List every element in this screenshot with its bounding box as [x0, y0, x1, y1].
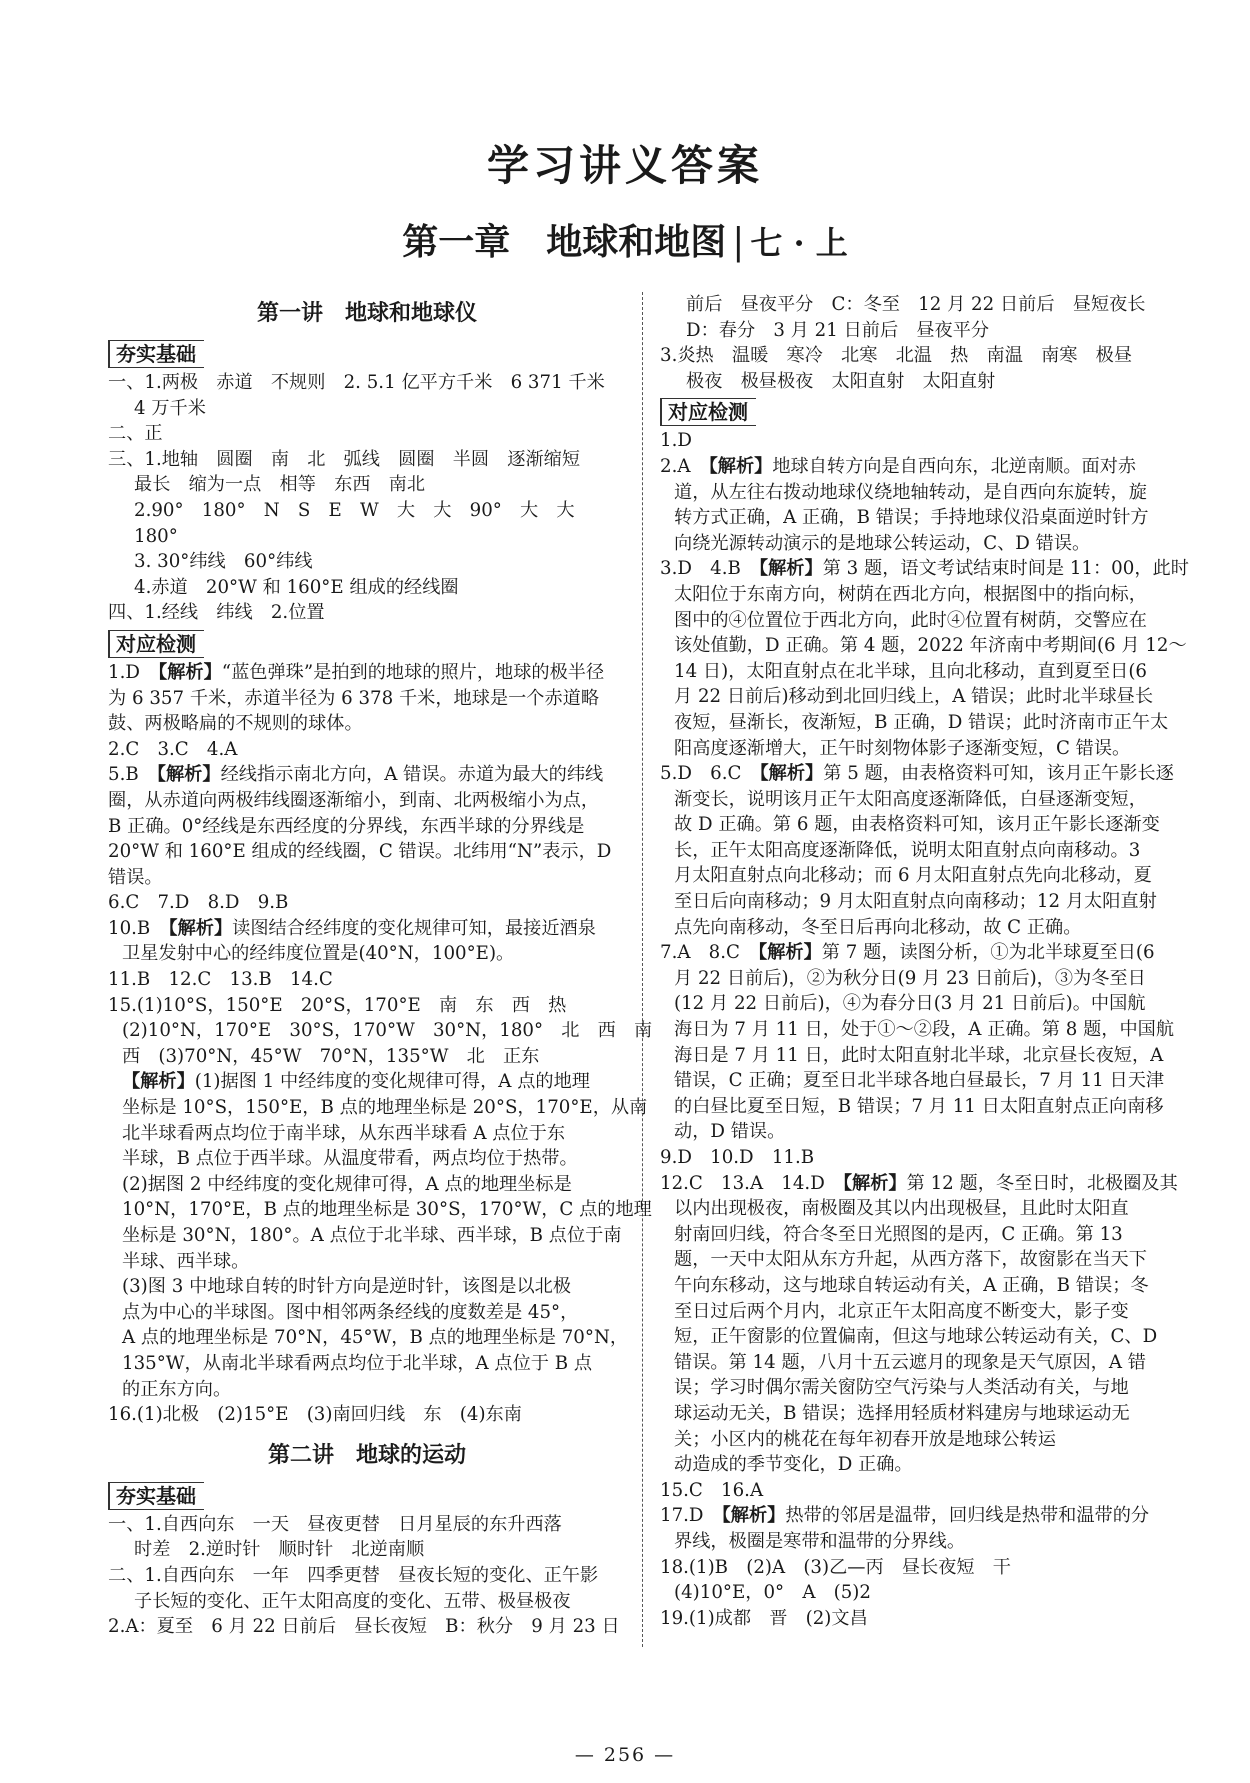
lecture1-heading: 第一讲 地球和地球仪 [256, 300, 477, 326]
answer-line: 点为中心的半球图。图中相邻两条经线的度数差是 45°， [122, 1301, 579, 1323]
answer-line: 4.赤道 20°W 和 160°E 组成的经线圈 [134, 576, 459, 598]
answer-line: 题，一天中太阳从东方升起，从西方落下，故窗影在当天下 [674, 1249, 1147, 1271]
answer-line: 2.A：夏至 6 月 22 日前后 昼长夜短 B：秋分 9 月 23 日 [108, 1616, 620, 1638]
answer-line: 16.(1)北极 (2)15°E (3)南回归线 东 (4)东南 [108, 1404, 522, 1426]
answer-line: 1.D 【解析】“蓝色弹珠”是拍到的地球的照片，地球的极半径 [108, 661, 605, 683]
answer-line: 西 (3)70°N，45°W 70°N，135°W 北 正东 [122, 1045, 540, 1067]
answer-line: 7.A 8.C 【解析】第 7 题，读图分析，①为北半球夏至日(6 [660, 942, 1155, 964]
analysis-marker: 【解析】 [759, 558, 823, 580]
answer-line: 半球，B 点位于西半球。从温度带看，两点均位于热带。 [122, 1148, 578, 1170]
answer-line: 9.D 10.D 11.B [660, 1147, 815, 1168]
answer-line: 3. 30°纬线 60°纬线 [134, 551, 313, 573]
answer-line: 19.(1)成都 晋 (2)文昌 [660, 1607, 868, 1629]
chapter-grade: 七 · 上 [750, 224, 848, 262]
answer-line: D：春分 3 月 21 日前后 昼夜平分 [686, 319, 990, 341]
answer-line: 12.C 13.A 14.D 【解析】第 12 题，冬至日时，北极圈及其 [660, 1172, 1178, 1194]
answer-line: 圈，从赤道向两极纬线圈逐渐缩小，到南、北两极缩小为点， [108, 789, 600, 811]
page-title: 学习讲义答案 [486, 141, 763, 190]
answer-line: 动，D 错误。 [674, 1121, 786, 1143]
answer-line: 前后 昼夜平分 C：冬至 12 月 22 日前后 昼短夜长 [686, 294, 1146, 315]
answer-line: 转方式正确，A 正确，B 错误；手持地球仪沿桌面逆时针方 [674, 507, 1149, 529]
answer-line: (2)10°N，170°E 30°S，170°W 30°N，180° 北 西 南 [122, 1020, 653, 1042]
answer-line: 月 22 日前后)移动到北回归线上，A 错误；此时北半球昼长 [674, 686, 1154, 708]
answer-line: 3.炎热 温暖 寒冷 北寒 北温 热 南温 南寒 极昼 [660, 345, 1133, 367]
column-divider [642, 292, 643, 1647]
answer-line: (4)10°E，0° A (5)2 [674, 1582, 871, 1604]
section-label-check: 对应检测 [660, 398, 756, 426]
answer-line: 至日后向南移动；9 月太阳直射点向南移动；12 月太阳直射 [674, 891, 1157, 913]
chapter-separator: | [732, 222, 745, 263]
answer-line: 鼓、两极略扁的不规则的球体。 [108, 713, 363, 735]
answer-line: 三、1.地轴 圆圈 南 北 弧线 圆圈 半圆 逐渐缩短 [108, 448, 581, 470]
lecture2-basics [108, 1512, 626, 1640]
answer-line: 以内出现极夜，南极圈及其以内出现极昼，且此时太阳直 [674, 1198, 1129, 1220]
right-column [660, 292, 1189, 1631]
answer-line: 2.A 【解析】地球自转方向是自西向东，北逆南顺。面对赤 [660, 455, 1137, 477]
answer-line: 误；学习时偶尔需关窗防空气污染与人类活动有关，与地 [674, 1377, 1129, 1399]
analysis-marker: 【解析】 [842, 1172, 907, 1194]
answer-line: 2.C 3.C 4.A [108, 738, 238, 760]
answer-line: 14 日)，太阳直射点在北半球，且向北移动，直到夏至日(6 [674, 660, 1148, 682]
lecture1-basics [108, 370, 626, 626]
answer-line: 动造成的季节变化，D 正确。 [674, 1454, 913, 1476]
answer-line: 为 6 357 千米，赤道半径为 6 378 千米，地球是一个赤道略 [108, 687, 600, 709]
answer-line: (3)图 3 中地球自转的时针方向是逆时针，该图是以北极 [122, 1276, 572, 1298]
answer-line: 海日为 7 月 11 日，处于①～②段，A 正确。第 8 题，中国航 [674, 1019, 1175, 1041]
answer-line: 的正东方向。 [122, 1378, 232, 1400]
answer-line: 10°N，170°E，B 点的地理坐标是 30°S，170°W，C 点的地理 [122, 1199, 652, 1221]
answer-line: 错误。第 14 题，八月十五云遮月的现象是天气原因，A 错 [674, 1351, 1146, 1373]
analysis-marker: 【解析】 [721, 1505, 786, 1527]
page-number: — 256 — [574, 1744, 676, 1766]
answer-line: 北半球看两点均位于南半球，从东西半球看 A 点位于东 [122, 1122, 566, 1144]
answer-line: 阳高度逐渐增大，正午时刻物体影子逐渐变短，C 错误。 [674, 737, 1131, 759]
analysis-marker: 【解析】 [708, 455, 773, 477]
answer-line: 月 22 日前后)，②为秋分日(9 月 23 日前后)，③为冬至日 [674, 967, 1146, 989]
lecture1-check [108, 660, 653, 1428]
answer-line: (2)据图 2 中经纬度的变化规律可得，A 点的地理坐标是 [122, 1173, 572, 1195]
answer-line: 故 D 正确。第 6 题，由表格资料可知，该月正午影长逐渐变 [674, 814, 1160, 836]
answer-line: 子长短的变化、正午太阳高度的变化、五带、极昼极夜 [134, 1590, 571, 1612]
analysis-marker: 【解析】 [156, 764, 221, 786]
answer-line: 2.90° 180° N S E W 大 大 90° 大 大 [134, 499, 575, 521]
lecture2-check [660, 428, 1189, 1631]
answer-line: 10.B 【解析】读图结合经纬度的变化规律可知，最接近酒泉 [108, 917, 596, 939]
answer-line: 15.(1)10°S，150°E 20°S，170°E 南 东 西 热 [108, 994, 567, 1016]
answer-line: A 点的地理坐标是 70°N，45°W，B 点的地理坐标是 70°N， [122, 1327, 629, 1349]
answer-line: 关；小区内的桃花在每年初春开放是地球公转运 [674, 1428, 1056, 1450]
answer-line: 卫星发射中心的经纬度位置是(40°N，100°E)。 [122, 943, 515, 965]
analysis-marker: 【解析】 [758, 942, 822, 964]
answer-line: 的白昼比夏至日短，B 错误；7 月 11 日太阳直射点正向南移 [674, 1095, 1164, 1117]
analysis-marker: 【解析】 [158, 661, 222, 683]
answer-line: 坐标是 30°N，180°。A 点位于北半球、西半球，B 点位于南 [122, 1225, 622, 1246]
section-label-basics: 夯实基础 [108, 340, 204, 368]
answer-line: 最长 缩为一点 相等 东西 南北 [134, 474, 426, 496]
answer-line: 3.D 4.B 【解析】第 3 题，语文考试结束时间是 11：00，此时 [660, 558, 1189, 580]
answer-line: 180° [134, 525, 178, 547]
answer-line: 5.B 【解析】经线指示南北方向，A 错误。赤道为最大的纬线 [108, 764, 604, 786]
analysis-marker: 【解析】 [759, 763, 824, 785]
answer-line: 错误。 [108, 866, 163, 888]
answer-line: 18.(1)B (2)A (3)乙—丙 昼长夜短 干 [660, 1556, 1011, 1578]
answer-line: 射南回归线，符合冬至日光照图的是丙，C 正确。第 13 [674, 1223, 1123, 1245]
section-label-basics: 夯实基础 [108, 1482, 204, 1510]
answer-line: 极夜 极昼极夜 太阳直射 太阳直射 [686, 370, 996, 392]
answer-line: 11.B 12.C 13.B 14.C [108, 969, 333, 991]
answer-line: 太阳位于东南方向，树荫在西北方向，根据图中的指向标， [674, 583, 1147, 605]
answer-line: 135°W，从南北半球看两点均位于北半球，A 点位于 B 点 [122, 1352, 593, 1374]
answer-line: 界线，极圈是寒带和温带的分界线。 [674, 1530, 966, 1552]
analysis-marker: 【解析】 [168, 917, 233, 939]
answer-line: B 正确。0°经线是东西经度的分界线，东西半球的分界线是 [108, 815, 585, 837]
answer-line: 球运动无关，B 错误；选择用轻质材料建房与地球运动无 [674, 1402, 1130, 1424]
lecture2-heading: 第二讲 地球的运动 [267, 1441, 466, 1468]
chapter-heading [0, 218, 1250, 267]
answer-line: 时差 2.逆时针 顺时针 北逆南顺 [134, 1539, 425, 1561]
answer-line: 二、正 [108, 423, 163, 445]
answer-line: 夜短，昼渐长，夜渐短，B 正确，D 错误；此时济南市正午太 [674, 711, 1169, 733]
answer-line: 短，正午窗影的位置偏南，但这与地球公转运动有关，C、D [674, 1326, 1158, 1348]
answer-line: 一、1.两极 赤道 不规则 2. 5.1 亿平方千米 6 371 千米 [108, 372, 605, 393]
answer-line: 17.D 【解析】热带的邻居是温带，回归线是热带和温带的分 [660, 1505, 1150, 1527]
answer-line: 二、1.自西向东 一年 四季更替 昼夜长短的变化、正午影 [108, 1564, 599, 1586]
answer-line: 20°W 和 160°E 组成的经线圈，C 错误。北纬用“N”表示，D [108, 841, 612, 863]
lecture2-basics-continued [660, 292, 1180, 394]
section-label-check: 对应检测 [108, 630, 204, 658]
answer-line: 该处值勤，D 正确。第 4 题，2022 年济南中考期间(6 月 12～ [674, 635, 1187, 657]
answer-line: (12 月 22 日前后)，④为春分日(3 月 21 日前后)。中国航 [674, 993, 1146, 1015]
answer-line: 6.C 7.D 8.D 9.B [108, 892, 289, 914]
answer-line: 图中的④位置位于西北方向，此时④位置有树荫，交警应在 [674, 609, 1147, 631]
answer-line: 5.D 6.C 【解析】第 5 题，由表格资料可知，该月正午影长逐 [660, 763, 1174, 785]
answer-line: 【解析】(1)据图 1 中经纬度的变化规律可得，A 点的地理 [122, 1071, 590, 1093]
answer-line: 一、1.自西向东 一天 昼夜更替 日月星辰的东升西落 [108, 1513, 562, 1535]
answer-line: 海日是 7 月 11 日，此时太阳直射北半球，北京昼长夜短，A [674, 1044, 1164, 1066]
answer-line: 4 万千米 [134, 397, 206, 419]
answer-line: 1.D [660, 430, 692, 452]
answer-line: 向绕光源转动演示的是地球公转运动，C、D 错误。 [674, 532, 1091, 554]
answer-line: 月太阳直射点向北移动；而 6 月太阳直射点先向北移动，夏 [674, 865, 1152, 887]
answer-line: 渐变长，说明该月正午太阳高度逐渐降低，白昼逐渐变短， [674, 788, 1147, 810]
answer-line: 坐标是 10°S，150°E，B 点的地理坐标是 20°S，170°E，从南 [122, 1097, 648, 1119]
chapter-title: 第一章 地球和地图 [402, 221, 727, 263]
answer-line: 长，正午太阳高度逐渐降低，说明太阳直射点向南移动。3 [674, 839, 1141, 861]
left-column [108, 292, 653, 1640]
answer-line: 四、1.经线 纬线 2.位置 [108, 602, 325, 624]
answer-line: 半球、西半球。 [122, 1250, 250, 1272]
answer-line: 道，从左往右拨动地球仪绕地轴转动，是自西向东旋转，旋 [674, 481, 1147, 503]
answer-line: 15.C 16.A [660, 1479, 764, 1501]
answer-line: 午向东移动，这与地球自转运动有关，A 正确，B 错误；冬 [674, 1274, 1149, 1296]
answer-line: 至日过后两个月内，北京正午太阳高度不断变大，影子变 [674, 1300, 1129, 1322]
answer-line: 错误，C 正确；夏至日北半球各地白昼最长，7 月 11 日天津 [674, 1070, 1165, 1092]
answer-line: 点先向南移动，冬至日后再向北移动，故 C 正确。 [674, 916, 1082, 938]
analysis-marker: 【解析】 [122, 1071, 195, 1093]
